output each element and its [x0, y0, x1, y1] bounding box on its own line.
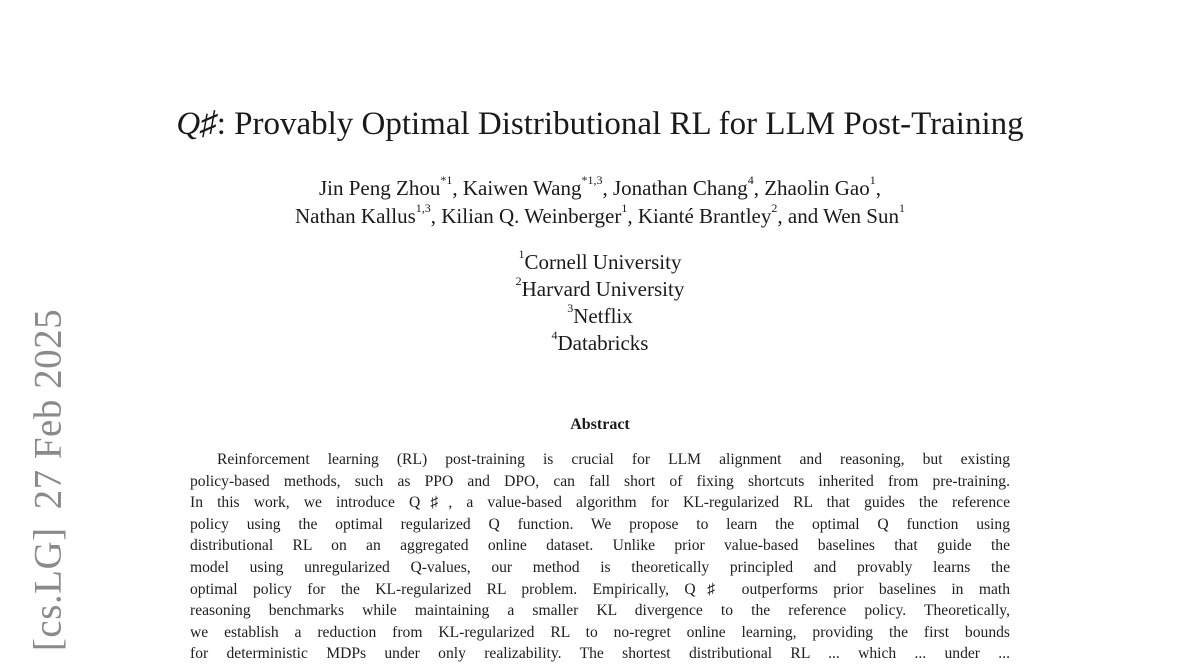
author-name: Jin Peng Zhou	[318, 176, 441, 200]
author-name: Kaiwen Wang	[462, 176, 582, 200]
affiliation	[0, 249, 1200, 276]
arxiv-category: [cs.LG]	[26, 527, 70, 652]
affiliation-name: Databricks	[557, 331, 649, 355]
author-affil-mark: 2	[771, 201, 778, 215]
abstract-heading: Abstract	[570, 416, 630, 433]
affiliation-mark: 3	[567, 301, 574, 315]
author-separator: ,	[753, 176, 765, 200]
author-separator: ,	[875, 176, 882, 200]
affiliation-mark: 2	[515, 274, 522, 288]
author-name: Nathan Kallus	[295, 204, 416, 228]
author-separator: ,	[627, 204, 638, 228]
author-affil-mark: 4	[747, 173, 754, 187]
author-name: Kilian Q. Weinberger	[441, 204, 622, 228]
author-list	[0, 174, 1200, 230]
affiliation-name: Netflix	[573, 304, 633, 328]
author-name: Kianté Brantley	[637, 204, 772, 228]
abstract-line: for deterministic MDPs under only realizability. The shortest distributional RL ... which ... under ...	[190, 645, 1010, 663]
author-name: Jonathan Chang	[612, 176, 748, 200]
affiliation-name: Cornell University	[524, 250, 682, 274]
affiliation	[0, 303, 1200, 330]
affiliation-list	[0, 249, 1200, 357]
author-separator: ,	[430, 204, 442, 228]
paper-title	[0, 106, 1200, 143]
author-separator: ,	[452, 176, 463, 200]
author-line-2	[0, 202, 1200, 230]
affiliation-mark: 4	[551, 328, 558, 342]
abstract-body	[190, 449, 1010, 665]
author-affil-mark: 1	[869, 173, 876, 187]
title-text: : Provably Optimal Distributional RL for LLM Post-Training	[216, 106, 1024, 142]
author-affil-mark: 1	[898, 201, 905, 215]
abstract-line: In this work, we introduce Q♯, a value-based algorithm for KL-regularized RL that guides the reference	[190, 494, 1010, 512]
affiliation-mark: 1	[518, 247, 525, 261]
author-name: Zhaolin Gao	[764, 176, 870, 200]
arxiv-watermark	[26, 309, 71, 651]
author-separator: ,	[602, 176, 613, 200]
abstract-line: Reinforcement learning (RL) post-training is crucial for LLM alignment and reasoning, but existing	[217, 451, 1010, 468]
abstract-line: model using unregularized Q-values, our method is theoretically principled and provably learns the	[190, 558, 1010, 576]
author-line-1	[0, 174, 1200, 202]
abstract-line: policy using the optimal regularized Q function. We propose to learn the optimal Q function using	[190, 515, 1010, 533]
affiliation	[0, 276, 1200, 303]
abstract-line: we establish a reduction from KL-regularized RL to no-regret online learning, providing the first bounds	[190, 623, 1010, 641]
author-affil-mark: *1	[440, 173, 453, 187]
author-affil-mark: 1	[621, 201, 628, 215]
abstract-line: reasoning benchmarks while maintaining a smaller KL divergence to the reference policy. Theoretically,	[190, 602, 1010, 620]
abstract-line: policy-based methods, such as PPO and DPO, can fall short of fixing shortcuts inherited from pre-training.	[190, 472, 1010, 490]
arxiv-date: 27 Feb 2025	[26, 308, 70, 510]
author-affil-mark: *1,3	[581, 173, 603, 187]
author-separator: , and	[777, 204, 824, 228]
abstract-line: optimal policy for the KL-regularized RL problem. Empirically, Q♯ outperforms prior baselines in math	[190, 580, 1010, 598]
affiliation	[0, 330, 1200, 357]
affiliation-name: Harvard University	[521, 277, 685, 301]
author-affil-mark: 1,3	[415, 201, 431, 215]
title-symbol: Q♯	[176, 106, 217, 142]
author-name: Wen Sun	[823, 204, 899, 228]
abstract-line: distributional RL on an aggregated online dataset. Unlike prior value-based baselines that guide the	[190, 537, 1010, 555]
